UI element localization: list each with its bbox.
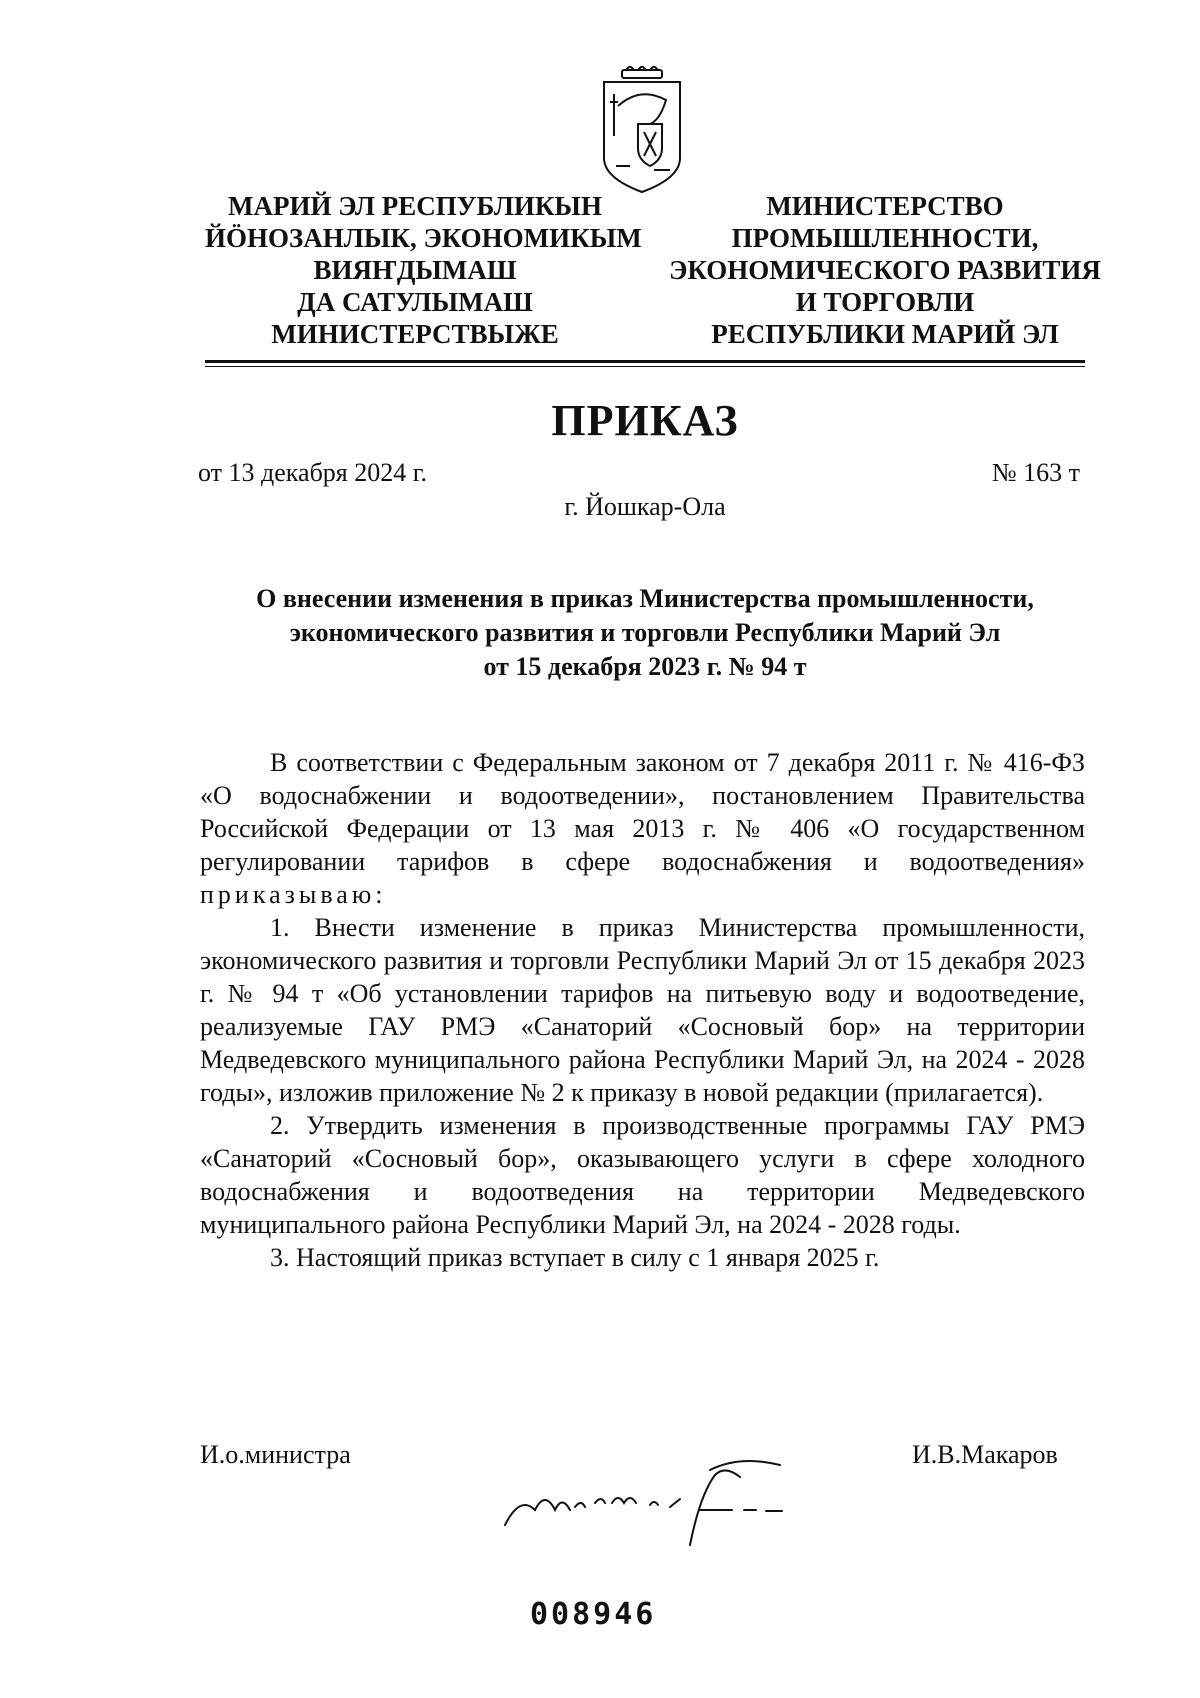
serial-number: 008946 [530, 1597, 657, 1632]
document-body [200, 746, 1085, 1274]
org-name-russian [660, 190, 1110, 350]
handwritten-signature [500, 1455, 850, 1565]
subject-line: от 15 декабря 2023 г. № 94 т [483, 652, 807, 681]
document-subject [205, 582, 1085, 684]
org-line: ЙӦНОЗАНЛЫК, ЭКОНОМИКЫМ [205, 223, 642, 253]
org-line: ВИЯҤДЫМАШ [313, 255, 517, 285]
signatory-name: И.В.Макаров [912, 1440, 1058, 1469]
coat-of-arms-emblem [600, 66, 684, 196]
org-line: МИНИСТЕРСТВЫЖЕ [271, 319, 559, 349]
document-number: № 163 т [991, 458, 1080, 487]
org-name-mari [205, 190, 642, 350]
body-item-1: 1. Внести изменение в приказ Министерства промышленности, экономического развития и торговли Республики Марий Эл от 15 декабря 2023 г. № 94 т «Об установлении тарифов на питьевую воду и водоотведение, реализуемые ГАУ РМЭ «Санаторий «Сосновый бор» на территории Медведевского муниципального района Республики Марий Эл, на 2024 - 2028 годы», изложив приложение № 2 к приказу в новой редакции (прилагается). [200, 913, 1085, 1107]
signatory-role: И.о.министра [200, 1440, 351, 1469]
body-intro-paragraph [200, 746, 1085, 911]
document-type-title: ПРИКАЗ [551, 396, 739, 445]
order-word: приказываю: [200, 880, 387, 909]
org-line: И ТОРГОВЛИ [795, 287, 975, 317]
header-divider [205, 360, 1085, 363]
subject-line: О внесении изменения в приказ Министерства промышленности, [256, 584, 1034, 613]
org-line: ЭКОНОМИЧЕСКОГО РАЗВИТИЯ [669, 255, 1101, 285]
subject-line: экономического развития и торговли Республики Марий Эл [289, 618, 1001, 647]
org-line: РЕСПУБЛИКИ МАРИЙ ЭЛ [711, 319, 1059, 349]
body-item-3: 3. Настоящий приказ вступает в силу с 1 января 2025 г. [270, 1243, 880, 1272]
org-line: МИНИСТЕРСТВО [766, 191, 1004, 221]
org-line: ПРОМЫШЛЕННОСТИ, [731, 223, 1039, 253]
org-line: МАРИЙ ЭЛ РЕСПУБЛИКЫН [228, 191, 602, 221]
document-city: г. Йошкар-Ола [564, 492, 726, 521]
body-item-2: 2. Утвердить изменения в производственные программы ГАУ РМЭ «Санаторий «Сосновый бор», оказывающего услуги в сфере холодного водоснабжения и водоотведения на территории Медведевского муниципального района Республики Марий Эл, на 2024 - 2028 годы. [200, 1111, 1085, 1239]
body-intro-text: В соответствии с Федеральным законом от 7 декабря 2011 г. № 416-ФЗ «О водоснабжении и водоотведении», постановлением Правительства Российской Федерации от 13 мая 2013 г. № 406 «О государственном регулировании тарифов в сфере водоснабжения и водоотведения» [200, 748, 1085, 876]
header-divider-thin [205, 366, 1085, 367]
document-date: от 13 декабря 2024 г. [198, 458, 427, 487]
org-line: ДА САТУЛЫМАШ [297, 287, 533, 317]
